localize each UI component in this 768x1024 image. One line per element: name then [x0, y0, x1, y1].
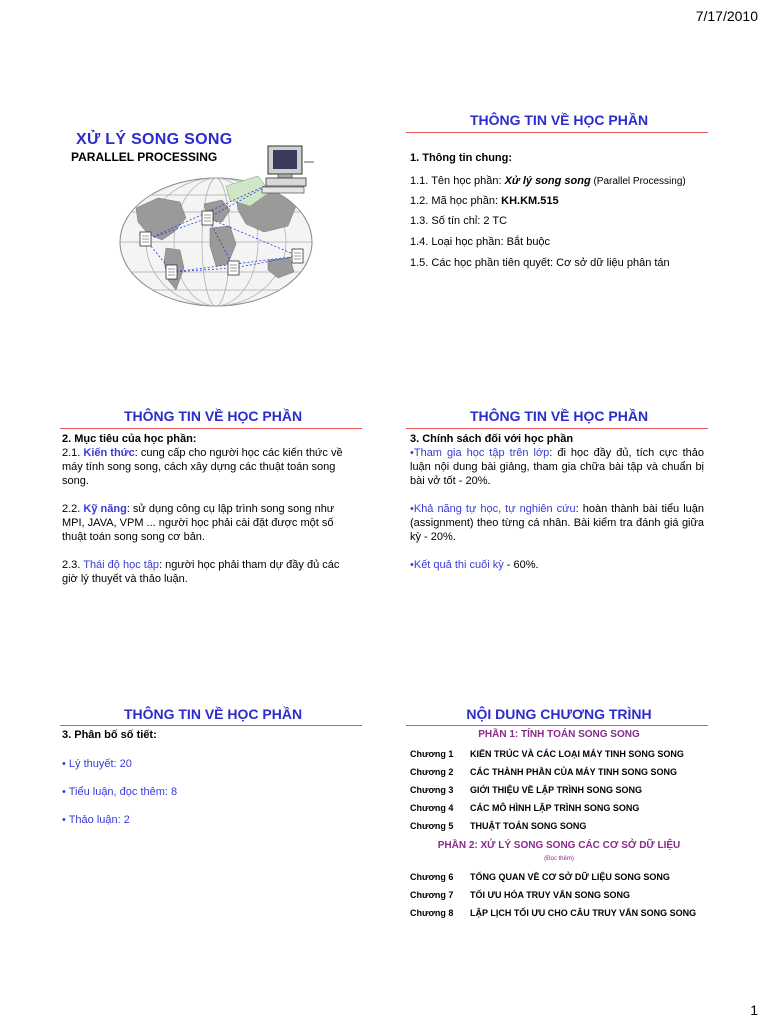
course-type-line: 1.4. Loại học phần: Bắt buộc [410, 236, 551, 248]
prerequisite-line: 1.5. Các học phần tiên quyết: Cơ sở dữ liệu phân tán [410, 257, 670, 269]
objective-attitude: 2.3. Thái độ học tập: người học phải tham dự đầy đủ các giờ lý thuyết và thảo luận. [62, 559, 340, 585]
slide2-section: 1. Thông tin chung: [410, 152, 513, 164]
chapter-row: Chương 4 CÁC MÔ HÌNH LẬP TRÌNH SONG SONG [410, 803, 640, 813]
slide4-title-rule [406, 428, 708, 429]
hours-essay: • Tiểu luận, đọc thêm: 8 [62, 786, 178, 798]
slide6-title-rule [406, 725, 708, 726]
self-study-label: •Khả năng tự học, tự nghiên cứu [410, 503, 576, 515]
course-code-prefix: 1.2. Mã học phần: [410, 195, 502, 207]
hours-theory: • Lý thuyết: 20 [62, 758, 132, 770]
objective-skills: 2.2. Kỹ năng: sử dụng công cụ lập trình song song như MPI, JAVA, VPM ... người học phải cài đặt được một số thuật toán song song cơ bản. [62, 503, 335, 543]
chapter-row: Chương 8 LẬP LỊCH TỐI ƯU CHO CÂU TRUY VẤN SONG SONG [410, 908, 697, 918]
part2-heading: PHẦN 2: XỬ LÝ SONG SONG CÁC CƠ SỞ DỮ LIỆU [437, 840, 681, 851]
slide5-section: 3. Phân bố số tiết: [62, 729, 157, 741]
final-exam-label: •Kết quả thi cuối kỳ [410, 559, 504, 571]
slide3-body [62, 432, 356, 586]
skills-label: Kỹ năng [83, 503, 127, 515]
policy-self-study: •Khả năng tự học, tự nghiên cứu: hoàn thành bài tiểu luận (assignment) theo từng cá nhân. Bài kiểm tra đánh giá giữa kỳ - 20%. [410, 503, 704, 543]
slide6-title: NỘI DUNG CHƯƠNG TRÌNH [466, 706, 652, 722]
hours-discussion: • Thảo luận: 2 [62, 814, 130, 826]
chapter-row: Chương 2 CÁC THÀNH PHẦN CỦA MÁY TINH SONG SONG [410, 767, 678, 777]
chapter-row: Chương 1 KIẾN TRÚC VÀ CÁC LOẠI MÁY TINH SONG SONG [410, 749, 684, 759]
slide5-title: THÔNG TIN VỀ HỌC PHẦN [123, 706, 303, 722]
slide4-title: THÔNG TIN VỀ HỌC PHẦN [469, 408, 649, 424]
page-number: 1 [750, 1002, 758, 1018]
course-name: Xử lý song song [504, 175, 591, 187]
slide5-title-rule [60, 725, 362, 726]
knowledge-label: Kiến thức [83, 447, 135, 459]
globe-network-illustration [118, 140, 330, 312]
policy-attendance: •Tham gia học tập trên lớp: đi học đầy đủ, tích cực thảo luận nội dung bài giảng, tham gia chữa bài tập và chuẩn bị bài vở tốt - 20%. [410, 447, 705, 487]
part1-heading: PHẦN 1: TÍNH TOÁN SONG SONG [478, 729, 640, 740]
attendance-label: •Tham gia học tập trên lớp [410, 447, 550, 459]
chapter-row: Chương 6 TỔNG QUAN VỀ CƠ SỞ DỮ LIỆU SONG SONG [410, 872, 670, 882]
part2-note: (Đọc thêm) [544, 856, 574, 862]
slide1-title-vn: XỬ LÝ SONG SONG [76, 131, 233, 148]
slide4-section: 3. Chính sách đối với học phần [410, 433, 574, 445]
slide4-body [410, 432, 704, 572]
chapter-row: Chương 5 THUẬT TOÁN SONG SONG [410, 821, 587, 831]
course-name-prefix: 1.1. Tên học phần: [410, 175, 505, 187]
slide2-title: THÔNG TIN VỀ HỌC PHẦN [469, 112, 649, 128]
course-name-line [410, 175, 686, 189]
slide3-title-rule [60, 428, 362, 429]
chapter-row: Chương 3 GIỚI THIỆU VỀ LẬP TRÌNH SONG SONG [410, 785, 643, 795]
slide3-title: THÔNG TIN VỀ HỌC PHẦN [123, 408, 303, 424]
slide1-title-en: PARALLEL PROCESSING [71, 150, 218, 164]
course-code: KH.KM.515 [501, 195, 559, 207]
date-stamp: 7/17/2010 [695, 8, 758, 24]
chapter-row: Chương 7 TỐI ƯU HÓA TRUY VẤN SONG SONG [410, 890, 630, 900]
slide2-title-rule [406, 132, 708, 133]
course-code-line [410, 195, 559, 209]
slide3-section: 2. Mục tiêu của học phần: [62, 433, 197, 445]
credits-line: 1.3. Số tín chỉ: 2 TC [410, 215, 508, 227]
course-name-en: (Parallel Processing) [590, 176, 686, 187]
policy-final-exam: •Kết quả thi cuối kỳ - 60%. [410, 559, 539, 571]
objective-knowledge: 2.1. Kiến thức: cung cấp cho người học các kiến thức về máy tính song song, cách xây dựng các thuật toán song song. [62, 447, 343, 487]
attitude-label: Thái độ học tập [83, 559, 160, 571]
